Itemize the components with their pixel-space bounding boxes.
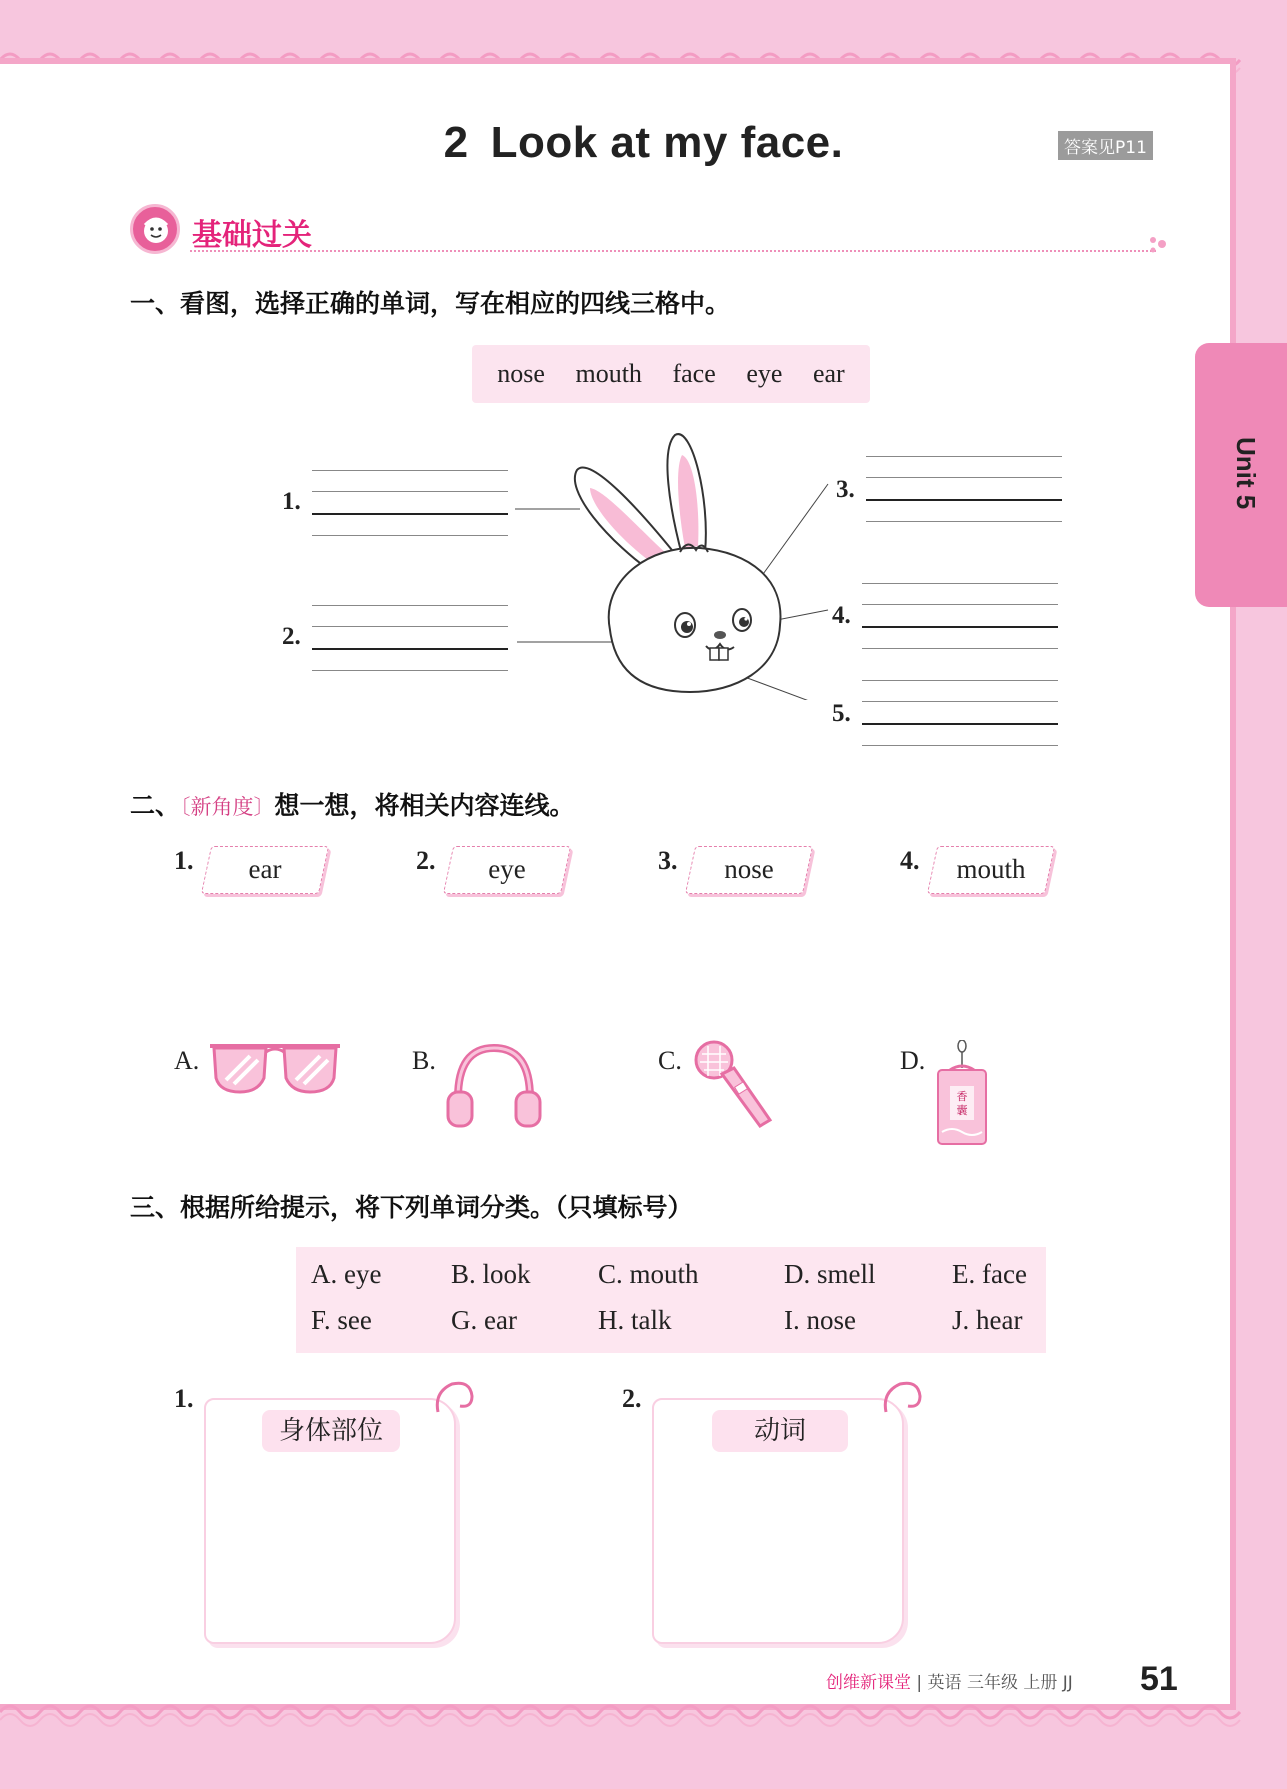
q3-heading: 三、根据所给提示，将下列单词分类。（只填标号） <box>130 1193 693 1222</box>
footer-book-info: 英语 三年级 上册 JJ <box>927 1673 1073 1693</box>
four-line-writing-field[interactable] <box>862 583 1058 649</box>
q2-heading-text: 想一想，将相关内容连线。 <box>274 791 575 820</box>
q2-heading-prefix: 二、 <box>130 791 181 820</box>
option-label: A. <box>174 1046 200 1075</box>
q1-number: 1. <box>282 488 301 515</box>
sachet-icon[interactable] <box>934 1040 996 1148</box>
q1-heading: 一、看图，选择正确的单词，写在相应的四线三格中。 <box>130 289 731 318</box>
word-card-eye[interactable] <box>448 846 566 894</box>
unit-tab <box>1195 343 1287 607</box>
q1-number: 4. <box>832 602 851 629</box>
svg-text:香: 香 <box>956 1090 968 1103</box>
option-label: D. <box>900 1046 926 1075</box>
lesson-title-text: Look at my face. <box>490 118 844 167</box>
wavy-border-bottom <box>0 1696 1287 1736</box>
cartoon-avatar-icon <box>130 204 180 254</box>
sunglasses-icon[interactable] <box>208 1040 343 1100</box>
footer-brand: 创维新课堂 <box>826 1673 911 1693</box>
q1-word-bank <box>472 345 870 403</box>
section-divider <box>190 250 1156 252</box>
q3-word-table <box>296 1247 1046 1353</box>
word-bank-item: eye <box>746 359 783 388</box>
word-option: D. smell <box>784 1259 876 1289</box>
word-card-mouth[interactable] <box>932 846 1050 894</box>
clip-hook-icon <box>880 1378 928 1418</box>
option-label: B. <box>412 1046 436 1075</box>
q2-heading <box>130 786 575 822</box>
word-card-label: ear <box>248 854 282 884</box>
option-label: C. <box>658 1046 682 1075</box>
section-title: 基础过关 <box>192 218 312 253</box>
word-bank-item: mouth <box>575 359 642 388</box>
answer-reference-badge: 答案见P11 <box>1058 131 1153 160</box>
word-option: F. see <box>311 1305 372 1335</box>
word-card-label: nose <box>724 854 774 884</box>
word-bank-item: face <box>672 359 716 388</box>
q2-item-number: 1. <box>174 846 194 875</box>
four-line-writing-field[interactable] <box>862 680 1058 746</box>
word-card-label: mouth <box>956 854 1026 884</box>
decorative-dots-icon <box>1148 236 1172 256</box>
word-card-ear[interactable] <box>206 846 324 894</box>
word-option: E. face <box>952 1259 1027 1289</box>
new-angle-tag: 〔新角度〕 <box>180 795 275 819</box>
word-bank-item: nose <box>497 359 545 388</box>
q2-item-number: 3. <box>658 846 678 875</box>
microphone-icon[interactable] <box>692 1040 778 1128</box>
q2-item-number: 4. <box>900 846 920 875</box>
four-line-writing-field[interactable] <box>312 470 508 536</box>
lesson-number: 2 <box>443 118 469 167</box>
q3-box-number: 1. <box>174 1384 194 1413</box>
word-option: A. eye <box>311 1259 382 1289</box>
svg-text:囊: 囊 <box>956 1104 968 1117</box>
q1-number: 3. <box>836 476 855 503</box>
bunny-face-illustration <box>510 430 840 700</box>
word-option: G. ear <box>451 1305 517 1335</box>
unit-tab-label: Unit 5 <box>1231 437 1261 510</box>
clip-hook-icon <box>432 1378 480 1418</box>
q1-number: 2. <box>282 623 301 650</box>
q2-item-number: 2. <box>416 846 436 875</box>
q3-box-number: 2. <box>622 1384 642 1413</box>
page-number: 51 <box>1140 1660 1178 1698</box>
word-card-label: eye <box>488 854 526 884</box>
word-option: B. look <box>451 1259 531 1289</box>
four-line-writing-field[interactable] <box>866 456 1062 522</box>
footer-info: 创维新课堂 | 英语 三年级 上册 JJ <box>826 1673 1073 1693</box>
word-bank-item: ear <box>812 359 845 388</box>
word-option: H. talk <box>598 1305 672 1335</box>
word-option: J. hear <box>952 1305 1023 1335</box>
box-label-body-parts: 身体部位 <box>262 1410 400 1452</box>
word-option: I. nose <box>784 1305 856 1335</box>
headphones-icon[interactable] <box>444 1042 544 1130</box>
box-label-verbs: 动词 <box>712 1410 848 1452</box>
word-option: C. mouth <box>598 1259 699 1289</box>
word-card-nose[interactable] <box>690 846 808 894</box>
q1-number: 5. <box>832 700 851 727</box>
four-line-writing-field[interactable] <box>312 605 508 671</box>
